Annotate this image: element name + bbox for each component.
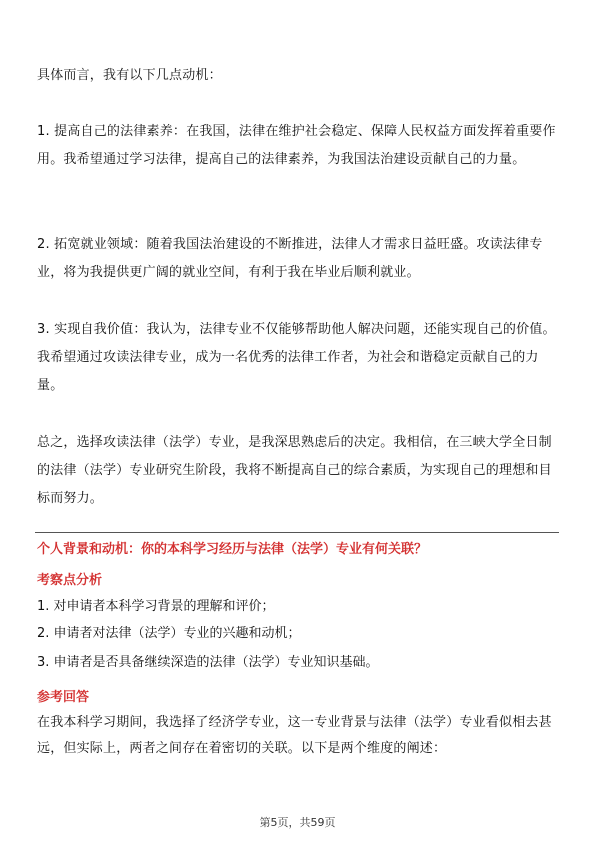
motive-paragraph-2: 2. 拓宽就业领域：随着我国法治建设的不断推进，法律人才需求日益旺盛。攻读法律专业，将为我提供更广阔的就业空间，有利于我在毕业后顺利就业。 [37, 237, 543, 280]
answer-heading: 参考回答 [37, 690, 90, 705]
question-title: 个人背景和动机：你的本科学习经历与法律（法学）专业有何关联？ [37, 542, 428, 557]
conclusion-paragraph: 总之，选择攻读法律（法学）专业，是我深思熟虑后的决定。我相信，在三峡大学全日制的法律（法学）专业研究生阶段，我将不断提高自己的综合素质，为实现自己的理想和目标而努力。 [37, 435, 552, 506]
analysis-item-2: 2. 申请者对法律（法学）专业的兴趣和动机； [37, 626, 301, 641]
analysis-item-1: 1. 对申请者本科学习背景的理解和评价； [37, 599, 275, 614]
page-footer: 第5页，共59页 [259, 816, 336, 829]
analysis-heading: 考察点分析 [37, 573, 103, 588]
intro-paragraph: 具体而言，我有以下几点动机： [37, 68, 222, 83]
motive-paragraph-1: 1. 提高自己的法律素养：在我国，法律在维护社会稳定、保障人民权益方面发挥着重要作用。我希望通过学习法律，提高自己的法律素养，为我国法治建设贡献自己的力量。 [37, 124, 556, 167]
motive-paragraph-3: 3. 实现自我价值：我认为，法律专业不仅能够帮助他人解决问题，还能实现自己的价值。我希望通过攻读法律专业，成为一名优秀的法律工作者，为社会和谐稳定贡献自己的力量。 [37, 322, 556, 393]
answer-paragraph: 在我本科学习期间，我选择了经济学专业，这一专业背景与法律（法学）专业看似相去甚远，但实际上，两者之间存在着密切的关联。以下是两个维度的阐述： [37, 715, 552, 756]
section-divider [35, 532, 559, 533]
analysis-item-3: 3. 申请者是否具备继续深造的法律（法学）专业知识基础。 [37, 655, 379, 670]
